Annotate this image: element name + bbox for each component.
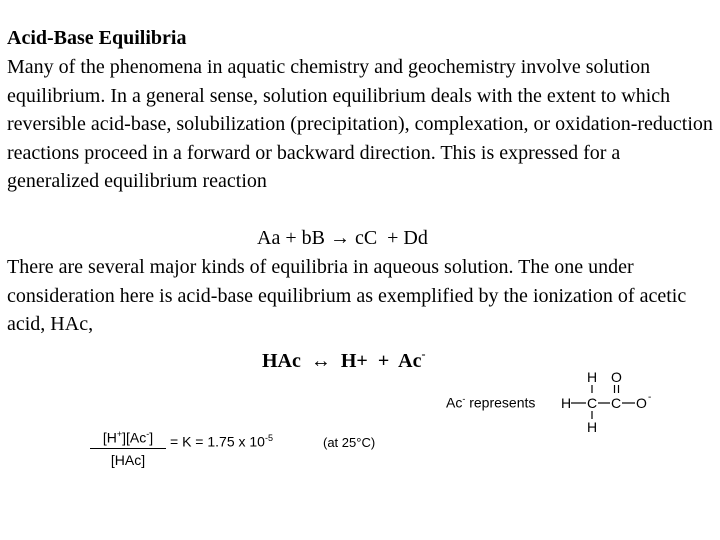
numerator-h-charge: + [116,429,123,439]
acetate-label [446,394,535,411]
atom-o-right: O [636,395,647,411]
atom-left-h: H [561,395,572,411]
general-equilibrium-equation: Aa + bB → cC + Dd [257,227,428,249]
slide-title: Acid-Base Equilibria [7,27,187,49]
numerator-h: [H [102,429,117,446]
atom-o-charge: - [648,392,652,403]
acid-base-paragraph: There are several major kinds of equilibria in aqueous solution. The one under consideration here is acid-base equilibrium as exemplified by the ionization of acetic acid, HAc, [7,256,687,335]
acetate-label-prefix: Ac [446,394,463,411]
k-value [170,433,273,450]
intro-paragraph: Many of the phenomena in aquatic chemistry and geochemistry involve solution equilibrium. In a general sense, solution equilibrium deals with the extent to which reversible acid-base, solubilization (precipitation), complexation, or oxidation-reduction reactions proceed in a forward or backward direction. This is expressed for a generalized equilibrium reaction [7,56,713,192]
atom-top-h: H [587,369,598,385]
fraction-denominator: [HAc] [90,448,166,471]
ionization-text: HAc ↔ H+ + Ac [262,350,422,372]
acetate-label-charge: - [462,394,466,404]
atom-bottom-h: H [587,419,598,435]
bond-lines [571,385,635,419]
numerator-ac-charge: - [146,429,150,439]
acetic-acid-ionization-equation [262,340,425,375]
acetate-label-suffix: represents [465,394,536,411]
atom-c2: C [611,395,622,411]
atom-top-o: O [611,369,622,385]
temperature-condition: (at 25°C) [323,435,376,450]
acetate-charge: - [421,347,426,361]
concentration-fraction [90,424,166,471]
fraction-numerator [90,424,166,448]
numerator-ac: ][Ac [122,429,147,446]
k-value-exponent: -5 [264,433,273,443]
k-value-text: = K = 1.75 x 10 [170,433,265,450]
numerator-end: ] [149,429,154,446]
equilibrium-constant-formula [90,424,390,474]
acetate-structure-diagram [556,366,666,436]
atom-c1: C [587,395,598,411]
